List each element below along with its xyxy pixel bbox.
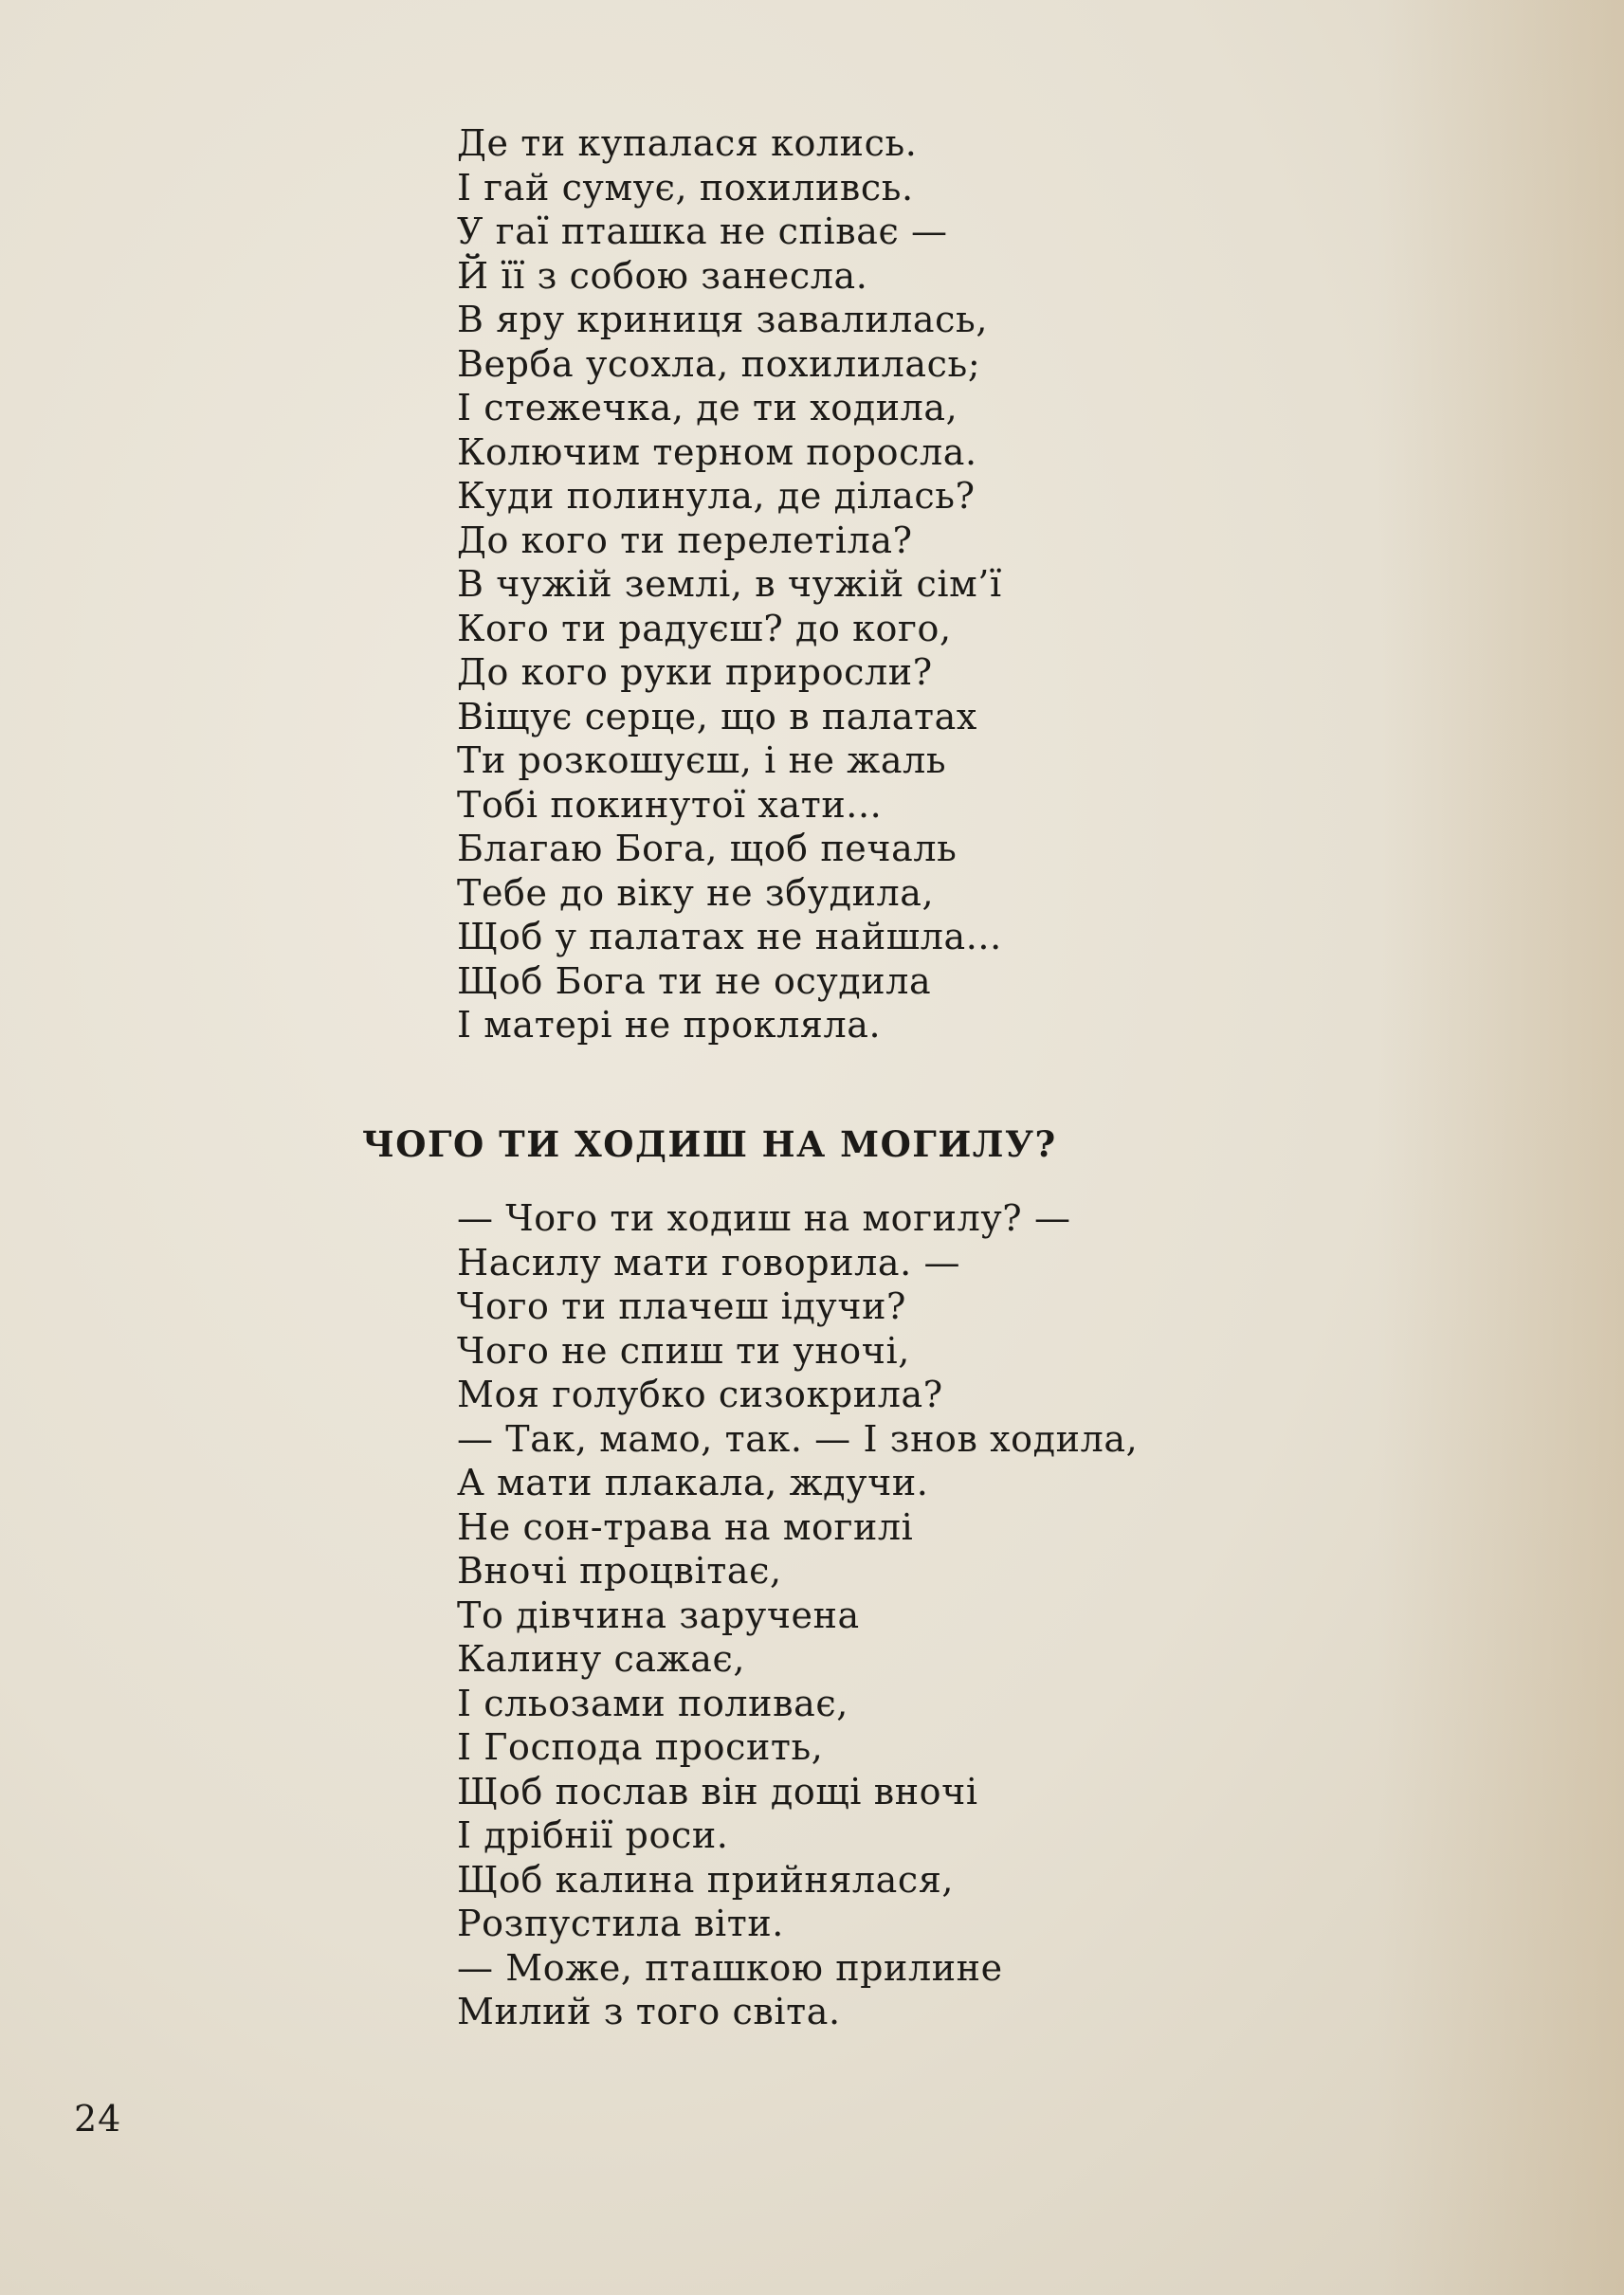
poem-line: Куди полинула, де ділась? xyxy=(457,475,976,517)
poem-line: А мати плакала, ждучи. xyxy=(457,1462,929,1503)
poem-line: І сльозами поливає, xyxy=(457,1682,848,1724)
poem-line: Щоб Бога ти не осудила xyxy=(457,959,932,1002)
poem-line: І стежечка, де ти ходила, xyxy=(457,387,958,428)
poem-line: Щоб послав він дощі вночі xyxy=(457,1770,978,1812)
poem-title: ЧОГО ТИ ХОДИШ НА МОГИЛУ? xyxy=(362,1123,1057,1165)
poem-continued-stanza xyxy=(457,121,1002,1047)
poem-line: Кого ти радуєш? до кого, xyxy=(457,607,952,649)
poem-line: Й її з собою занесла. xyxy=(457,254,868,297)
poem-line: — Може, пташкою прилине xyxy=(457,1946,1003,1989)
poem-line: Насилу мати говорила. — xyxy=(457,1241,961,1284)
poem-line: То дівчина заручена xyxy=(457,1594,860,1636)
poem-line: Калину сажає, xyxy=(457,1638,746,1680)
poem-line: Віщує серце, що в палатах xyxy=(457,695,977,738)
poem-line: Де ти купалася колись. xyxy=(457,122,918,164)
poem-line: — Чого ти ходиш на могилу? — xyxy=(457,1197,1071,1239)
poem-line: У гаї пташка не співає — xyxy=(457,210,948,252)
poem-line: Чого ти плачеш ідучи? xyxy=(457,1285,907,1327)
poem-line: Розпустила віти. xyxy=(457,1903,784,1944)
poem-line: Щоб калина прийнялася, xyxy=(457,1858,955,1901)
poem-line: Не сон-трава на могилі xyxy=(457,1505,914,1548)
poem-line: В яру криниця завалилась, xyxy=(457,299,989,340)
poem-line: До кого ти перелетіла? xyxy=(457,519,913,561)
poem-line: І матері не прокляла. xyxy=(457,1004,882,1046)
poem-line: — Так, мамо, так. — І знов ходила, xyxy=(457,1417,1139,1460)
poem-line: До кого руки приросли? xyxy=(457,651,933,693)
poem-line: Тебе до віку не збудила, xyxy=(457,871,935,914)
poem-line: Милий з того світа. xyxy=(457,1991,841,2032)
poem-line: І дрібнії роси. xyxy=(457,1814,729,1856)
poem-line: І гай сумує, похиливсь. xyxy=(457,166,914,209)
poem-line: Моя голубко сизокрила? xyxy=(457,1374,943,1415)
poem-line: В чужій землі, в чужій сім’ї xyxy=(457,563,1002,605)
poem-line: Колючим терном поросла. xyxy=(457,430,977,473)
poem-stanza xyxy=(457,1196,1138,2034)
poem-line: Щоб у палатах не найшла... xyxy=(457,916,1002,957)
page-number: 24 xyxy=(74,2098,122,2140)
poem-line: Чого не спиш ти уночі, xyxy=(457,1329,910,1372)
poem-line: Благаю Бога, щоб печаль xyxy=(457,828,958,869)
poem-line: Ти розкошуєш, і не жаль xyxy=(457,739,947,781)
poem-line: І Господа просить, xyxy=(457,1726,824,1768)
poem-line: Вночі процвітає, xyxy=(457,1550,782,1592)
poem-line: Тобі покинутої хати... xyxy=(457,783,883,826)
poem-line: Верба усохла, похилилась; xyxy=(457,342,981,385)
